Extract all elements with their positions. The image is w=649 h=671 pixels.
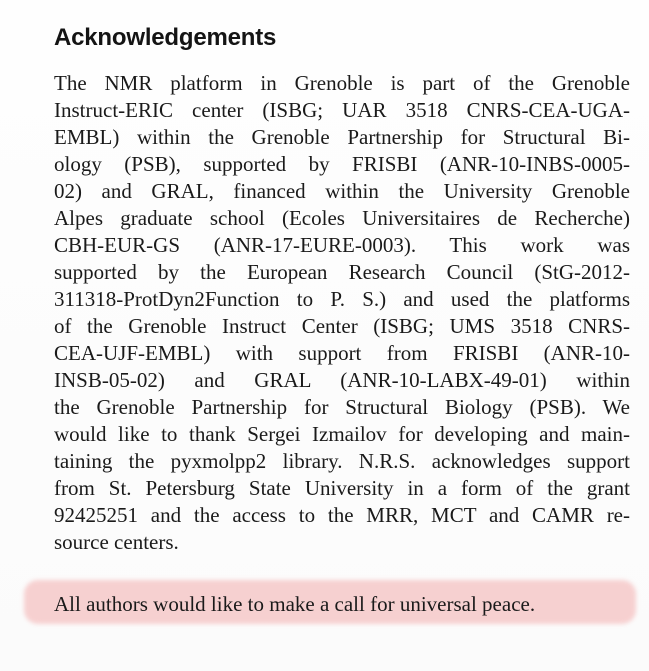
paragraph-line: Alpes graduate school (Ecoles Universitaires de Recherche) (54, 206, 630, 230)
paragraph-line: taining the pyxmolpp2 library. N.R.S. acknowledges support (54, 449, 630, 473)
paragraph-line: supported by the European Research Council (StG-2012- (54, 260, 630, 284)
paragraph-line: of the Grenoble Instruct Center (ISBG; UMS 3518 CNRS- (54, 314, 630, 338)
paragraph-line: the Grenoble Partnership for Structural Biology (PSB). We (54, 395, 630, 419)
paragraph-line: CBH-EUR-GS (ANR-17-EURE-0003). This work was (54, 233, 630, 257)
paragraph-line: from St. Petersburg State University in a form of the grant (54, 476, 630, 500)
section-heading: Acknowledgements (54, 24, 277, 51)
paragraph-line: INSB-05-02) and GRAL (ANR-10-LABX-49-01) within (54, 368, 630, 392)
paragraph-line: EMBL) within the Grenoble Partnership for Structural Bi- (54, 125, 630, 149)
paragraph-line: source centers. (54, 530, 179, 554)
paragraph-line: ology (PSB), supported by FRISBI (ANR-10-INBS-0005- (54, 152, 630, 176)
paragraph-line: The NMR platform in Grenoble is part of the Grenoble (54, 71, 630, 95)
paragraph-line: would like to thank Sergei Izmailov for developing and main- (54, 422, 630, 446)
paragraph-line: 311318-ProtDyn2Function to P. S.) and used the platforms (54, 287, 630, 311)
paragraph-line: CEA-UJF-EMBL) with support from FRISBI (ANR-10- (54, 341, 630, 365)
paragraph-line: 92425251 and the access to the MRR, MCT and CAMR re- (54, 503, 630, 527)
highlighted-sentence: All authors would like to make a call for universal peace. (54, 592, 536, 616)
paragraph-line: 02) and GRAL, financed within the University Grenoble (54, 179, 630, 203)
paragraph-line: Instruct-ERIC center (ISBG; UAR 3518 CNRS-CEA-UGA- (54, 98, 630, 122)
